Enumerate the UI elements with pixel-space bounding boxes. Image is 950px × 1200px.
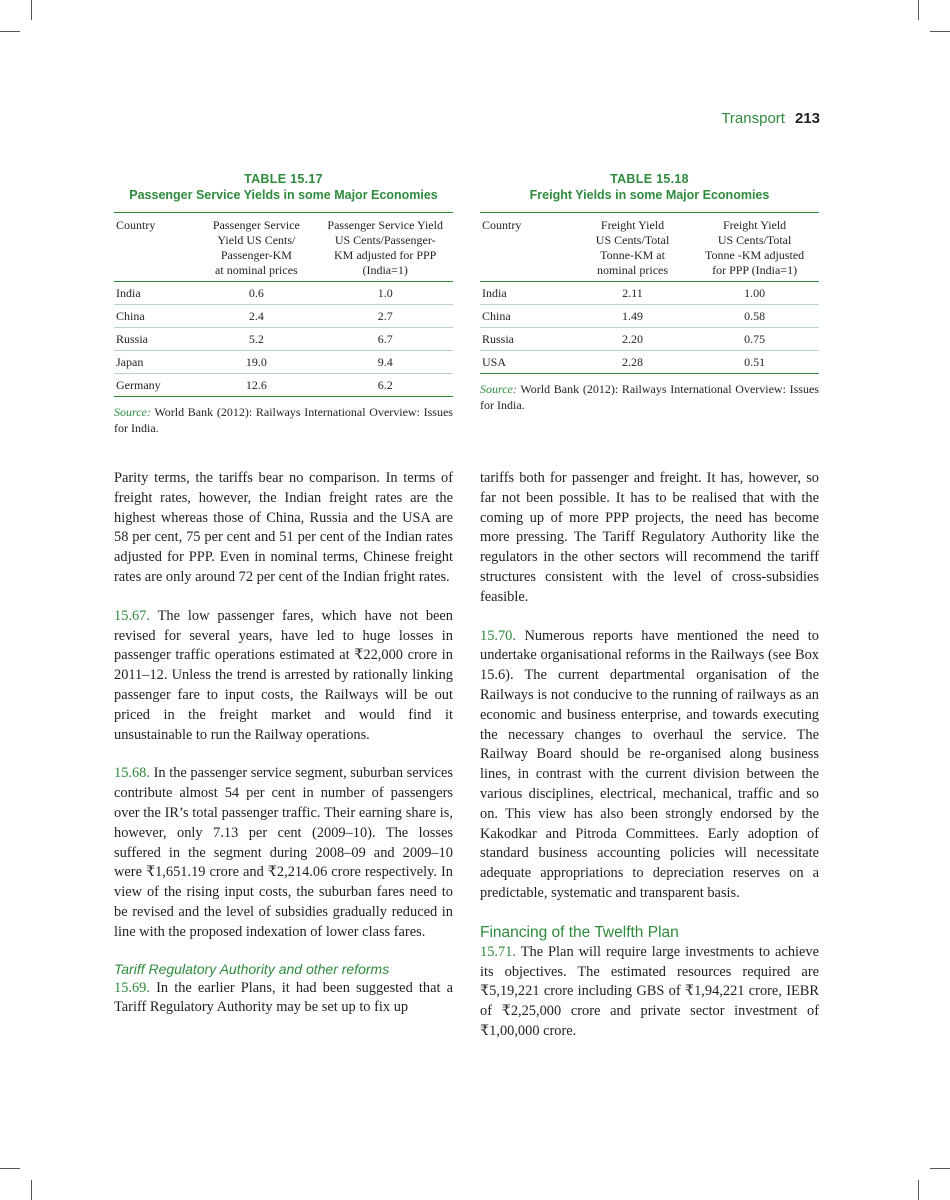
paragraph-text: The Plan will require large investments to achieve its objectives. The estimated resources required are ₹5,19,221 crore including GBS of ₹1,94,221 crore, IEBR of ₹2,25,000 crore and private sector investment of ₹1,00,000 crore. [480,943,819,1039]
table-number: TABLE 15.17 [244,172,323,186]
table-row [480,305,819,328]
paragraph-15-68 [114,764,453,942]
paragraph-text: In the passenger service segment, suburban services contribute almost 54 per cent in number of passengers over the IR’s total passenger traffic. Their earning share is, however, only 7.13 per cent (2009–10). The losses suffered in the segment during 2008–09 and 2009–10 were ₹1,651.19 crore and ₹2,214.06 crore respectively. In view of the rising input costs, the suburban fares need to be revised and the level of subsidies gradually reduced in line with the proposed indexation of lower class fares. [114,765,453,940]
paragraph-number: 15.71. [480,943,516,960]
cell-country: USA [480,351,575,374]
table-row [480,328,819,351]
cell-ppp: 6.7 [317,328,453,351]
crop-mark [31,1180,32,1200]
table-number: TABLE 15.18 [610,172,689,186]
column-header-nominal: Freight Yield US Cents/Total Tonne-KM at nominal prices [575,213,690,282]
source-text: World Bank (2012): Railways International Overview: Issues for India. [114,405,453,435]
cell-ppp: 0.51 [690,351,819,374]
table-title: Passenger Service Yields in some Major Economies [129,188,438,202]
paragraph-number: 15.70. [480,627,516,644]
table-row [480,282,819,305]
paragraph-number: 15.69. [114,979,150,996]
column-header-ppp: Passenger Service Yield US Cents/Passenger- KM adjusted for PPP (India=1) [317,213,453,282]
source-label: Source: [480,382,517,396]
table-source-note [114,404,453,436]
source-label: Source: [114,405,151,419]
paragraph-15-71 [480,943,819,1042]
paragraph-number: 15.68. [114,765,150,782]
cell-nominal: 2.28 [575,351,690,374]
table-row [114,374,453,397]
paragraph-15-69 [114,979,453,1019]
section-heading: Financing of the Twelfth Plan [480,923,679,941]
table-row [480,351,819,374]
subsection-heading: Tariff Regulatory Authority and other reforms [114,960,390,977]
cell-ppp: 6.2 [317,374,453,397]
cell-country: India [116,286,141,300]
table-header-row [114,213,453,282]
column-header-country: Country [114,213,195,282]
cell-country: China [480,305,575,328]
paragraph-text: The low passenger fares, which have not been revised for several years, have led to huge losses in passenger traffic operations estimated at ₹22,000 crore in 2011–12. Unless the trend is arrested by rationally linking passenger fare to input costs, the Railways will be out priced in the freight market and would find it unsustainable to run the Railway operations. [114,607,454,743]
table-title: Freight Yields in some Major Economies [529,188,770,202]
cell-ppp: 0.58 [690,305,819,328]
cell-nominal: 19.0 [195,351,317,374]
table-header-row [480,213,819,282]
paragraph-15-70 [480,627,819,904]
column-header-ppp: Freight Yield US Cents/Total Tonne -KM adjusted for PPP (India=1) [690,213,819,282]
cell-nominal: 12.6 [195,374,317,397]
crop-mark [918,0,919,20]
cell-nominal: 2.11 [622,286,643,300]
cell-country: Germany [114,374,195,397]
cell-country: China [114,305,195,328]
cell-country: Japan [114,351,195,374]
table-15-18-block [480,172,819,413]
column-header-nominal: Passenger Service Yield US Cents/ Passenger-KM at nominal prices [195,213,317,282]
paragraph-number: 15.67. [114,607,150,624]
left-text-column [114,469,453,1018]
crop-mark [0,31,20,32]
cell-country: India [482,286,507,300]
passenger-yields-table [114,212,453,397]
crop-mark [930,31,950,32]
cell-ppp: 0.75 [690,328,819,351]
paragraph: tariffs both for passenger and freight. It has, however, so far not been possible. It has to be realised that with the coming up of more PPP projects, the need has become more pressing. The Tariff Regulatory Authority like the regulators in the other sectors will recommend the tariff structures consistent with the level of cross-subsidies feasible. [480,470,819,605]
right-text-column [480,469,819,1042]
cell-nominal: 2.20 [575,328,690,351]
table-15-17-block [114,172,453,436]
freight-yields-table [480,212,819,374]
source-text: World Bank (2012): Railways International Overview: Issues for India. [480,382,819,412]
table-row [114,282,453,305]
cell-nominal: 1.49 [575,305,690,328]
crop-mark [930,1168,950,1169]
cell-nominal: 5.2 [195,328,317,351]
crop-mark [0,1168,20,1169]
cell-country: Russia [480,328,575,351]
cell-ppp: 1.00 [744,286,766,300]
cell-ppp: 1.0 [377,286,393,300]
section-name: Transport [721,110,785,127]
running-header [721,110,820,127]
crop-mark [31,0,32,20]
crop-mark [918,1180,919,1200]
table-row [114,351,453,374]
cell-ppp: 2.7 [317,305,453,328]
cell-country: Russia [114,328,195,351]
cell-nominal: 2.4 [195,305,317,328]
table-source-note [480,381,819,413]
paragraph: Parity terms, the tariffs bear no comparison. In terms of freight rates, however, the Indian freight rates are the highest whereas those of China, Russia and the USA are 58 per cent, 75 per cent and 51 per cent of the Indian rates adjusted for PPP. Even in nominal terms, Chinese freight rates are only around 72 per cent of the Indian fright rates. [114,470,453,585]
column-header-country: Country [480,213,575,282]
table-row [114,328,453,351]
page-number: 213 [794,110,820,127]
paragraph-text: In the earlier Plans, it had been suggested that a Tariff Regulatory Authority may be set up to fix up [114,979,453,1016]
table-row [114,305,453,328]
cell-ppp: 9.4 [317,351,453,374]
paragraph-15-67 [114,607,453,746]
paragraph-text: Numerous reports have mentioned the need to undertake organisational reforms in the Railways (see Box 15.6). The current departmental organisation of the Railways is not conducive to the running of railways as an economic and business enterprise, and towards executing the necessary changes to overhaul the service. The Railway Board should be re-organised along business lines, in contrast with the current division between the various disciplines, electrical, mechanical, traffic and so on. This view has also been strongly endorsed by the Kakodkar and Pitroda Committees. Early adoption of standard business accounting policies will necessitate adequate appropriations to depreciation reserves on a predictable, systematic and transparent basis. [480,627,819,901]
cell-nominal: 0.6 [248,286,264,300]
